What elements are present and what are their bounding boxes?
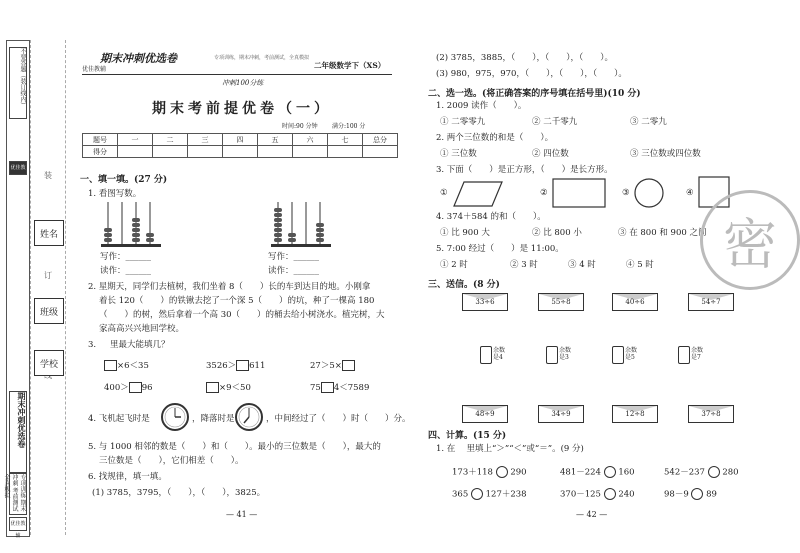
score-header-cell: 六	[293, 134, 328, 146]
q4-part-b: ，降落时是	[192, 414, 235, 424]
envelope[interactable]: 55÷8	[538, 293, 584, 311]
compare-item: 481－224 160	[560, 467, 635, 478]
mailbox[interactable]: 余数是7	[678, 346, 708, 366]
option[interactable]: ①	[440, 188, 448, 198]
q1-write-right: 写作：______	[268, 252, 320, 262]
strip-brand: 期末冲刺优选卷	[9, 391, 27, 473]
abacus-right	[270, 200, 332, 248]
answer-circle[interactable]	[496, 466, 508, 478]
score-header-cell: 题号	[83, 134, 118, 146]
answer-box[interactable]	[129, 382, 142, 393]
score-cell[interactable]	[328, 146, 363, 158]
q2-line: 2. 星期天，同学们去植树，我们坐着 8（ ）长的车到达目的地。小刚拿	[88, 282, 371, 292]
envelope[interactable]: 54÷7	[688, 293, 734, 311]
answer-box[interactable]	[236, 360, 249, 371]
c3-text: 3. 下面（ ）是正方形，（ ）是长方形。	[436, 165, 613, 175]
strip-top-text: 不要答题（装订线内）	[9, 47, 27, 119]
option[interactable]: ② 四位数	[532, 149, 569, 159]
option[interactable]: ③ 三位数或四位数	[630, 149, 701, 159]
option[interactable]: ② 3 时	[510, 260, 538, 270]
score-cell[interactable]	[363, 146, 398, 158]
q4-part-c: ，中间经过了（ ）时（ ）分。	[266, 414, 411, 424]
q3-item: 27＞5×	[310, 360, 355, 372]
envelope[interactable]: 34÷9	[538, 405, 584, 423]
mailbox-icon	[480, 346, 492, 364]
compare-item: 365 127＋238	[452, 489, 527, 500]
q4-part-a: 4. 飞机起飞时是	[88, 414, 150, 424]
c1-text: 1. 2009 读作（ ）。	[436, 101, 527, 111]
tagline: 专项训练，期末冲刺，考前测试，全真模拟	[214, 55, 310, 61]
score-table	[82, 133, 398, 158]
exam-score: 满分:100 分	[332, 123, 366, 130]
section-4-heading: 四、计算。(15 分)	[428, 431, 507, 441]
circle-shape	[634, 178, 664, 208]
option[interactable]: ① 二零零九	[440, 117, 486, 127]
page-number-left: — 41 —	[226, 510, 258, 519]
q1-read-right: 读作：______	[268, 266, 320, 276]
publisher: 优佳教辅	[82, 66, 107, 73]
compare-item: 98－9 89	[664, 489, 717, 500]
confidential-stamp: 密	[700, 190, 800, 290]
name-gutter	[30, 40, 66, 535]
q6-text: 6. 找规律，填一填。	[88, 472, 167, 482]
option[interactable]: ③	[622, 188, 630, 198]
answer-circle[interactable]	[691, 488, 703, 500]
score-header-cell: 三	[188, 134, 223, 146]
strip-brand-logo: 优佳教辅	[9, 517, 27, 531]
q3-text: 3. 里最大能填几？	[88, 340, 170, 350]
school-field[interactable]: 学校	[34, 350, 64, 376]
answer-box[interactable]	[342, 360, 355, 371]
compare-item: 173＋118 290	[452, 467, 527, 478]
c4-text: 4. 374＋584 的和（ ）。	[436, 212, 546, 222]
score-header-cell: 五	[258, 134, 293, 146]
parallelogram-shape	[452, 180, 504, 208]
q2-line: 家高高兴兴地回学校。	[99, 324, 185, 334]
answer-circle[interactable]	[471, 488, 483, 500]
strip-brand-sub: 专项训练 期末冲刺 考前测试 全真模拟	[9, 473, 27, 515]
score-cell[interactable]	[188, 146, 223, 158]
envelope[interactable]: 40÷6	[612, 293, 658, 311]
q3-item: 400＞ 96	[104, 383, 153, 393]
page-number-right: — 42 —	[576, 510, 608, 519]
option[interactable]: ④	[686, 188, 694, 198]
score-header-cell: 二	[153, 134, 188, 146]
option[interactable]: ④ 5 时	[626, 260, 654, 270]
score-header-cell: 七	[328, 134, 363, 146]
option[interactable]: ③ 二零九	[630, 117, 667, 127]
score-cell[interactable]	[293, 146, 328, 158]
abacus-base	[101, 244, 161, 247]
answer-circle[interactable]	[708, 466, 720, 478]
q1-write-left: 写作：______	[100, 252, 152, 262]
q2-line: 着长 120（ ）的铁锹去挖了一个深 5（ ）的坑，种了一棵高 180	[99, 296, 375, 306]
option[interactable]: ① 2 时	[440, 260, 468, 270]
option[interactable]: ① 比 900 大	[440, 228, 490, 238]
option[interactable]: ② 二千零九	[532, 117, 578, 127]
compare-item: 370－125 240	[560, 489, 635, 500]
score-cell[interactable]	[223, 146, 258, 158]
mailbox-icon	[612, 346, 624, 364]
seal-char: 装	[44, 171, 52, 180]
q2-line: （ ）的树，然后拿着一个高 30（ ）的桶去给小树浇水。植完树，大	[99, 310, 385, 320]
answer-box[interactable]	[206, 382, 219, 393]
answer-circle[interactable]	[604, 488, 616, 500]
option[interactable]: ②	[540, 188, 548, 198]
q5-line: 5. 与 1000 相邻的数是（ ）和（ ）。最小的三位数是（ ），最大的	[88, 442, 381, 452]
q3-item: 3526＞ 611	[206, 361, 266, 371]
answer-box[interactable]	[321, 382, 334, 393]
edition: 二年级数学下（XS）	[314, 61, 386, 70]
q1-read-left: 读作：______	[100, 266, 152, 276]
abacus-left	[100, 200, 162, 248]
mailbox[interactable]: 余数是3	[546, 346, 576, 366]
page-header	[82, 48, 392, 75]
q3-item: ×6＜35	[104, 360, 149, 372]
q3-item: 75 4＜7589	[310, 383, 370, 393]
rectangle-shape	[552, 178, 606, 208]
name-field[interactable]: 姓名	[34, 220, 64, 246]
motto: 冲刺100分练	[222, 79, 264, 87]
class-field[interactable]: 班级	[34, 298, 64, 324]
score-cell[interactable]	[118, 146, 153, 158]
score-cell[interactable]	[258, 146, 293, 158]
envelope[interactable]: 33÷6	[462, 293, 508, 311]
section-3-heading: 三、送信。(8 分)	[428, 280, 500, 290]
k1-text: 1. 在 里填上“＞”“＜”或“＝”。(9 分)	[436, 444, 584, 454]
score-header-cell: 总分	[363, 134, 398, 146]
mailbox-icon	[546, 346, 558, 364]
c2-text: 2. 两个三位数的和是（ ）。	[436, 133, 554, 143]
envelope[interactable]: 12÷8	[612, 405, 658, 423]
envelope[interactable]: 48÷9	[462, 405, 508, 423]
score-header-cell: 一	[118, 134, 153, 146]
option[interactable]: ③ 4 时	[568, 260, 596, 270]
score-cell[interactable]	[153, 146, 188, 158]
c5-text: 5. 7:00 经过（ ）是 11:00。	[436, 244, 564, 254]
mailbox-icon	[678, 346, 690, 364]
mailbox[interactable]: 余数是5	[612, 346, 642, 366]
option[interactable]: ① 三位数	[440, 149, 477, 159]
section-1-heading: 一、填一填。(27 分)	[80, 175, 168, 185]
q6-3: (3) 980，975，970，（ ），（ ），（ ）。	[436, 69, 627, 79]
score-cell[interactable]: 得分	[83, 146, 118, 158]
mailbox[interactable]: 余数是4	[480, 346, 510, 366]
brand-title: 期末冲刺优选卷	[100, 52, 177, 65]
section-2-heading: 二、选一选。(将正确答案的序号填在括号里)(10 分)	[428, 89, 641, 99]
compare-item: 542－237 280	[664, 467, 739, 478]
q5-line: 三位数是（ ），它们相差（ ）。	[99, 456, 244, 466]
score-header-cell: 四	[223, 134, 258, 146]
exam-title: 期末考前提优卷（一）	[152, 101, 332, 117]
q1-text: 1. 看图写数。	[88, 189, 142, 199]
binding-strip	[3, 40, 30, 539]
answer-circle[interactable]	[604, 466, 616, 478]
clock-icon	[234, 402, 264, 432]
option[interactable]: ② 比 800 小	[532, 228, 582, 238]
q6-2: (2) 3785，3885，（ ），（ ），（ ）。	[436, 53, 614, 63]
envelope[interactable]: 37÷8	[688, 405, 734, 423]
q3-item: ×9＜50	[206, 382, 251, 394]
clock-icon	[160, 402, 190, 432]
q6-1: (1) 3785，3795，（ ），（ ），3825。	[92, 488, 266, 498]
answer-box[interactable]	[104, 360, 117, 371]
strip-logo: 优佳教辅	[9, 161, 27, 175]
seal-char: 订	[44, 271, 52, 280]
exam-time: 时间:90 分钟	[282, 123, 318, 130]
option[interactable]: ③ 在 800 和 900 之间	[618, 228, 707, 238]
